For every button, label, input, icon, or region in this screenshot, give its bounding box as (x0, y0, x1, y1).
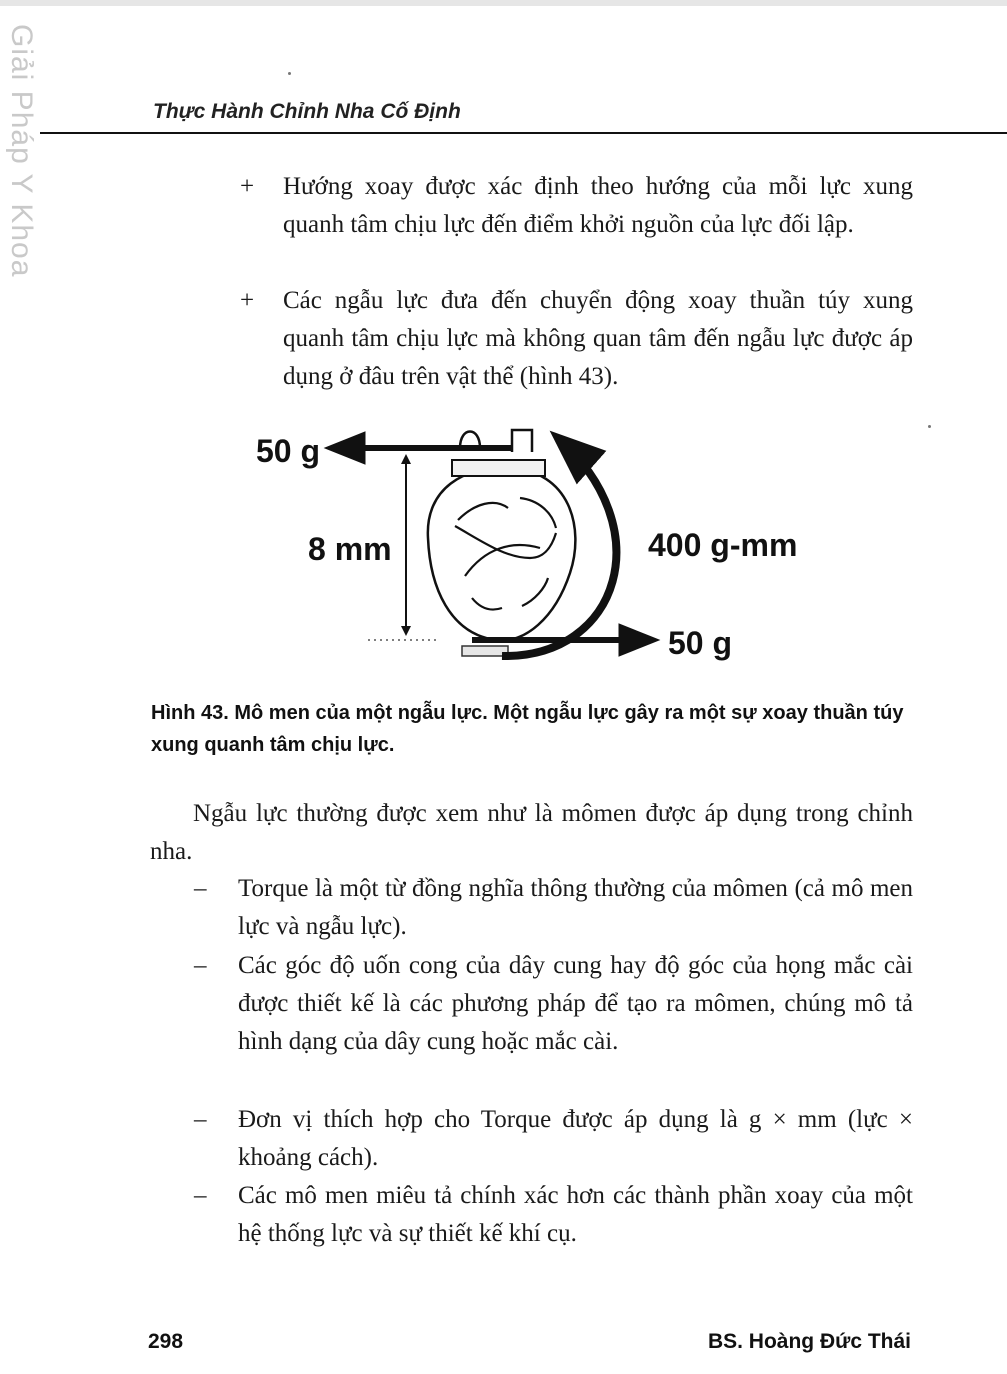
dash-mark-1: – (194, 875, 207, 902)
label-force-top: 50 g (256, 433, 321, 469)
tooth-icon (428, 430, 576, 656)
bullet-text-2: Các ngẫu lực đưa đến chuyển động xoay thuần túy xung quanh tâm chịu lực mà không quan tâm đến ngẫu lực được áp dụng ở đâu trên vật thể (hình 43). (283, 287, 913, 390)
bullet-mark-2: + (240, 287, 255, 314)
watermark: Giải Pháp Y Khoa (5, 24, 38, 278)
scan-speck (928, 425, 931, 428)
dash-text-1: Torque là một từ đồng nghĩa thông thường của mômen (cả mô men lực và ngẫu lực). (238, 875, 913, 940)
dash-mark-4: – (194, 1182, 207, 1209)
body-paragraph: Ngẫu lực thường được xem như là mômen được áp dụng trong chỉnh nha. (150, 800, 913, 865)
dash-text-3: Đơn vị thích hợp cho Torque được áp dụng là g × mm (lực × khoảng cách). (238, 1106, 913, 1171)
scan-top-border (0, 0, 1007, 6)
label-moment: 400 g-mm (648, 527, 798, 563)
footer-author: BS. Hoàng Đức Thái (707, 1330, 911, 1353)
scan-speck (288, 72, 291, 75)
dash-mark-2: – (194, 952, 207, 979)
running-head: Thực Hành Chỉnh Nha Cố Định (153, 100, 461, 123)
bullet-mark-1: + (240, 173, 255, 200)
label-force-bottom: 50 g (668, 625, 733, 661)
page-number: 298 (148, 1330, 184, 1353)
dash-mark-3: – (194, 1106, 207, 1133)
header-rule (40, 132, 1007, 134)
figure-caption: Hình 43. Mô men của một ngẫu lực. Một ngẫu lực gây ra một sự xoay thuần túy xung quanh tâm chịu lực. (151, 702, 904, 756)
bullet-text-1: Hướng xoay được xác định theo hướng của mỗi lực xung quanh tâm chịu lực đến điểm khởi nguồn của lực đối lập. (283, 173, 913, 238)
label-distance: 8 mm (308, 531, 392, 567)
dash-text-2: Các góc độ uốn cong của dây cung hay độ góc của họng mắc cài được thiết kế là các phương pháp để tạo ra mômen, chúng mô tả hình dạng của dây cung hoặc mắc cài. (238, 952, 913, 1055)
dash-text-4: Các mô men miêu tả chính xác hơn các thành phần xoay của một hệ thống lực và sự thiết kế khí cụ. (238, 1182, 913, 1247)
figure-43-couple-moment (240, 408, 840, 678)
